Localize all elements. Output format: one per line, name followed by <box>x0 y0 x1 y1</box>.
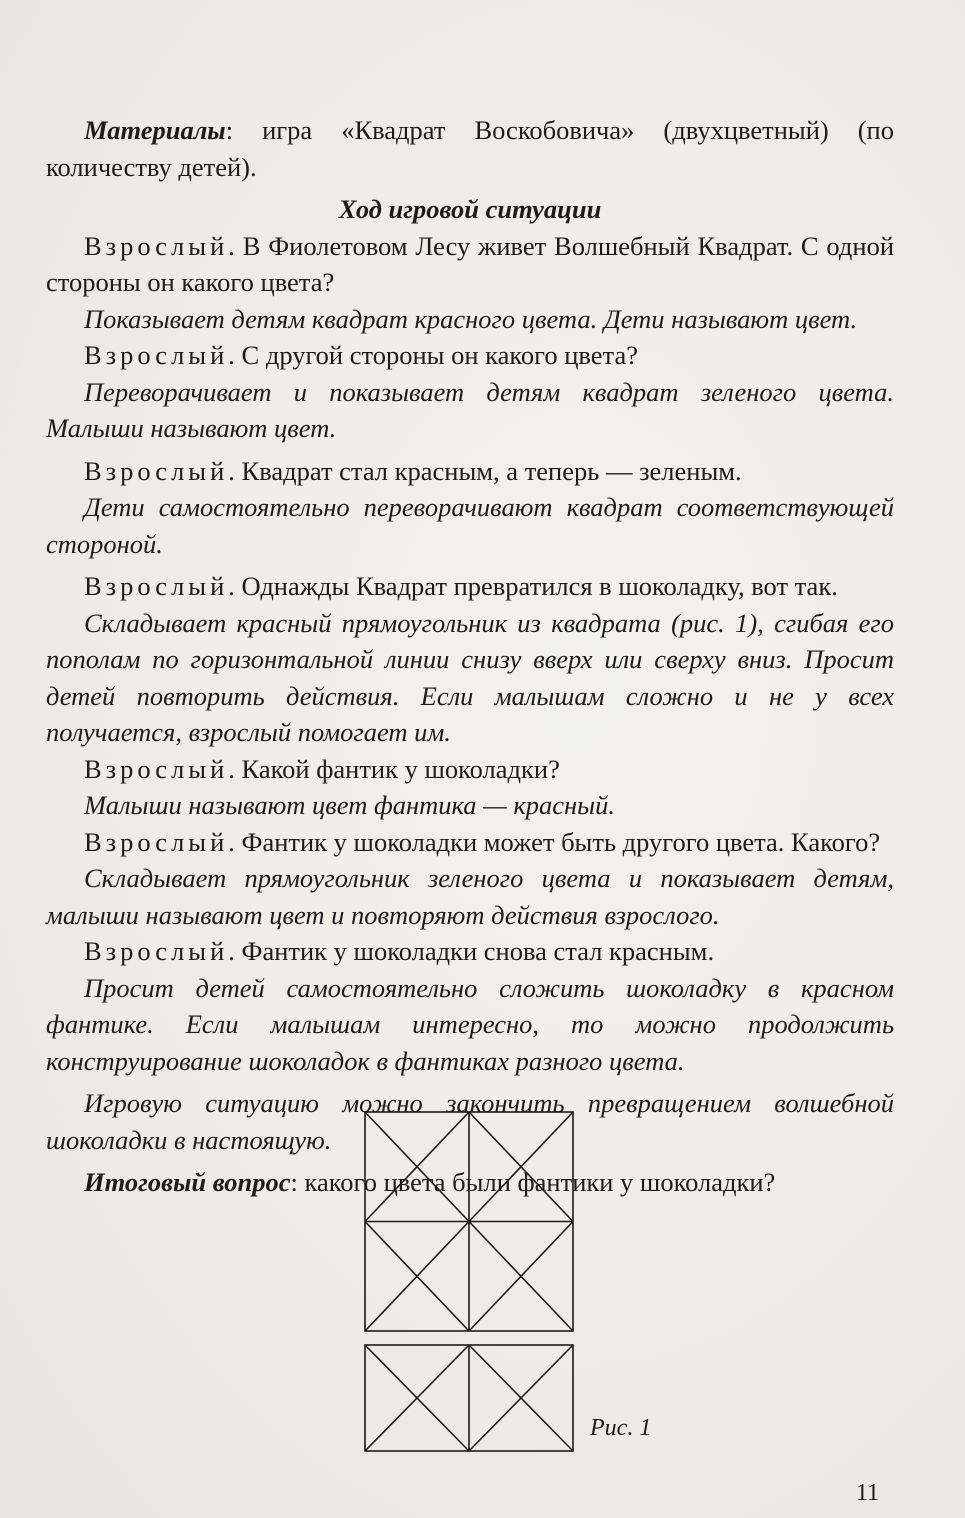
page-number: 11 <box>856 1480 880 1506</box>
speaker-label: Взрослый <box>84 230 229 261</box>
figure-caption: Рис. 1 <box>590 1415 652 1441</box>
stage-direction: Дети самостоятельно переворачивают квадрат соответствующей стороной. <box>46 492 894 559</box>
adult-line: Взрослый. С другой стороны он какого цвета? <box>84 340 638 370</box>
square-fold-diagram <box>364 1111 574 1332</box>
adult-line: Взрослый. Фантик у шоколадки может быть другого цвета. Какого? <box>84 826 881 857</box>
speaker-label: Взрослый <box>84 455 229 486</box>
stage-direction: Переворачивает и показывает детям квадрат зеленого цвета. Малыши называют цвет. <box>46 376 894 443</box>
chocolate-fold-diagram <box>364 1344 574 1452</box>
stage-direction: Показывает детям квадрат красного цвета. Дети называют цвет. <box>84 303 858 334</box>
section-heading: Ход игровой ситуации <box>338 194 602 224</box>
adult-line: Взрослый. В Фиолетовом Лесу живет Волшебный Квадрат. С одной стороны он какого цвета? <box>46 230 894 297</box>
speaker-label: Взрослый <box>84 826 229 857</box>
stage-direction: Складывает прямоугольник зеленого цвета и показывает детям, малыши называют цвет и повторяют действия взрослого. <box>46 863 894 930</box>
stage-direction: Просит детей самостоятельно сложить шоколадку в красном фантике. Если малышам интересно, то можно продолжить конструирование шоколадок в фантиках разного цвета. <box>46 972 894 1076</box>
speaker-label: Взрослый <box>84 340 229 370</box>
materials-label: Материалы <box>84 115 226 145</box>
speaker-label: Взрослый <box>84 571 229 601</box>
final-question-label: Итоговый вопрос <box>84 1167 291 1197</box>
stage-direction: Малыши называют цвет фантика — красный. <box>84 790 615 820</box>
final-question-text: : какого цвета были фантики у шоколадки? <box>290 1167 776 1197</box>
stage-direction: Игровую ситуацию можно закончить превращением волшебной шоколадки в настоящую. <box>46 1088 894 1155</box>
adult-line: Взрослый. Какой фантик у шоколадки? <box>84 753 560 784</box>
speaker-label: Взрослый <box>84 936 229 966</box>
stage-direction: Складывает красный прямоугольник из квадрата (рис. 1), сгибая его пополам по горизонтальной линии снизу вверх или сверху вниз. Просит детей повторить действия. Если малышам сложно и не у всех получается, взрослый помогает им. <box>46 607 894 747</box>
materials-paragraph <box>46 112 894 185</box>
adult-line: Взрослый. Квадрат стал красным, а теперь — зеленым. <box>84 455 742 486</box>
adult-line: Взрослый. Фантик у шоколадки снова стал красным. <box>84 936 715 966</box>
materials-text: : игра «Квадрат Воскобовича» (двухцветный) (по количеству детей). <box>46 115 894 182</box>
adult-line: Взрослый. Однажды Квадрат превратился в шоколадку, вот так. <box>84 571 838 601</box>
page-text <box>46 112 894 1201</box>
speaker-label: Взрослый <box>84 753 229 784</box>
